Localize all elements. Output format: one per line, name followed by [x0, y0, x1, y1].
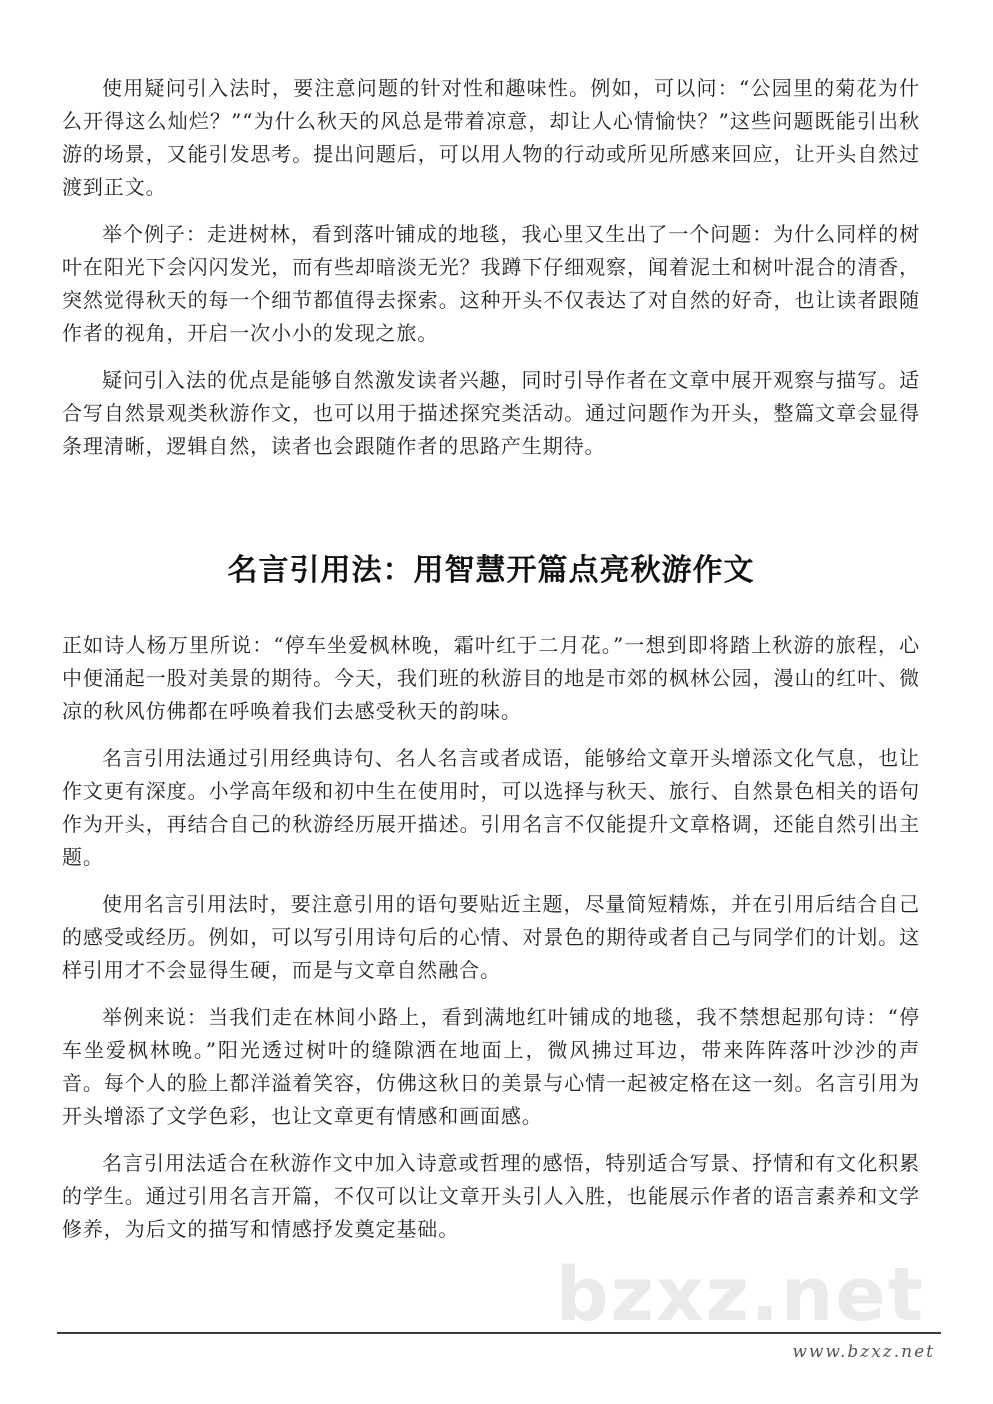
paragraph-quote-method-tips: 使用名言引用法时，要注意引用的语句要贴近主题，尽量简短精炼，并在引用后结合自己的感受或经历。例如，可以写引用诗句后的心情、对景色的期待或者自己与同学们的计划。这样引用才不会显得生硬，而是与文章自然融合。: [62, 892, 920, 982]
watermark-text: bzxz.net: [555, 1252, 925, 1338]
paragraph-question-method-benefits: 疑问引入法的优点是能够自然激发读者兴趣，同时引导作者在文章中展开观察与描写。适合写自然景观类秋游作文，也可以用于描述探究类活动。通过问题作为开头，整篇文章会显得条理清晰，逻辑自然，读者也会跟随作者的思路产生期待。: [62, 368, 920, 458]
footer-divider: [57, 1332, 941, 1334]
paragraph-quote-method-lead: 正如诗人杨万里所说：“停车坐爱枫林晚，霜叶红于二月花。”一想到即将踏上秋游的旅程，心中便涌起一股对美景的期待。今天，我们班的秋游目的地是市郊的枫林公园，漫山的红叶、微凉的秋风仿佛都在呼唤着我们去感受秋天的韵味。: [62, 633, 920, 723]
footer-url: www.bzxz.net: [792, 1342, 935, 1362]
paragraph-quote-method-example: 举例来说：当我们走在林间小路上，看到满地红叶铺成的地毯，我不禁想起那句诗：“停车坐爱枫林晚。”阳光透过树叶的缝隙洒在地面上，微风拂过耳边，带来阵阵落叶沙沙的声音。每个人的脸上都洋溢着笑容，仿佛这秋日的美景与心情一起被定格在这一刻。名言引用为开头增添了文学色彩，也让文章更有情感和画面感。: [62, 1005, 920, 1128]
paragraph-quote-method-intro: 名言引用法通过引用经典诗句、名人名言或者成语，能够给文章开头增添文化气息，也让作文更有深度。小学高年级和初中生在使用时，可以选择与秋天、旅行、自然景色相关的语句作为开头，再结合自己的秋游经历展开描述。引用名言不仅能提升文章格调，还能自然引出主题。: [62, 746, 920, 869]
paragraph-question-method-example: 举个例子：走进树林，看到落叶铺成的地毯，我心里又生出了一个问题：为什么同样的树叶在阳光下会闪闪发光，而有些却暗淡无光？我蹲下仔细观察，闻着泥土和树叶混合的清香，突然觉得秋天的每一个细节都值得去探索。这种开头不仅表达了对自然的好奇，也让读者跟随作者的视角，开启一次小小的发现之旅。: [62, 222, 920, 345]
paragraph-quote-method-benefits: 名言引用法适合在秋游作文中加入诗意或哲理的感悟，特别适合写景、抒情和有文化积累的学生。通过引用名言开篇，不仅可以让文章开头引人入胜，也能展示作者的语言素养和文学修养，为后文的描写和情感抒发奠定基础。: [62, 1151, 920, 1241]
paragraph-question-method-tips: 使用疑问引入法时，要注意问题的针对性和趣味性。例如，可以问：“公园里的菊花为什么开得这么灿烂？”“为什么秋天的风总是带着凉意，却让人心情愉快？”这些问题既能引出秋游的场景，又能引发思考。提出问题后，可以用人物的行动或所见所感来回应，让开头自然过渡到正文。: [62, 76, 920, 199]
section-title: 名言引用法：用智慧开篇点亮秋游作文: [227, 553, 755, 588]
